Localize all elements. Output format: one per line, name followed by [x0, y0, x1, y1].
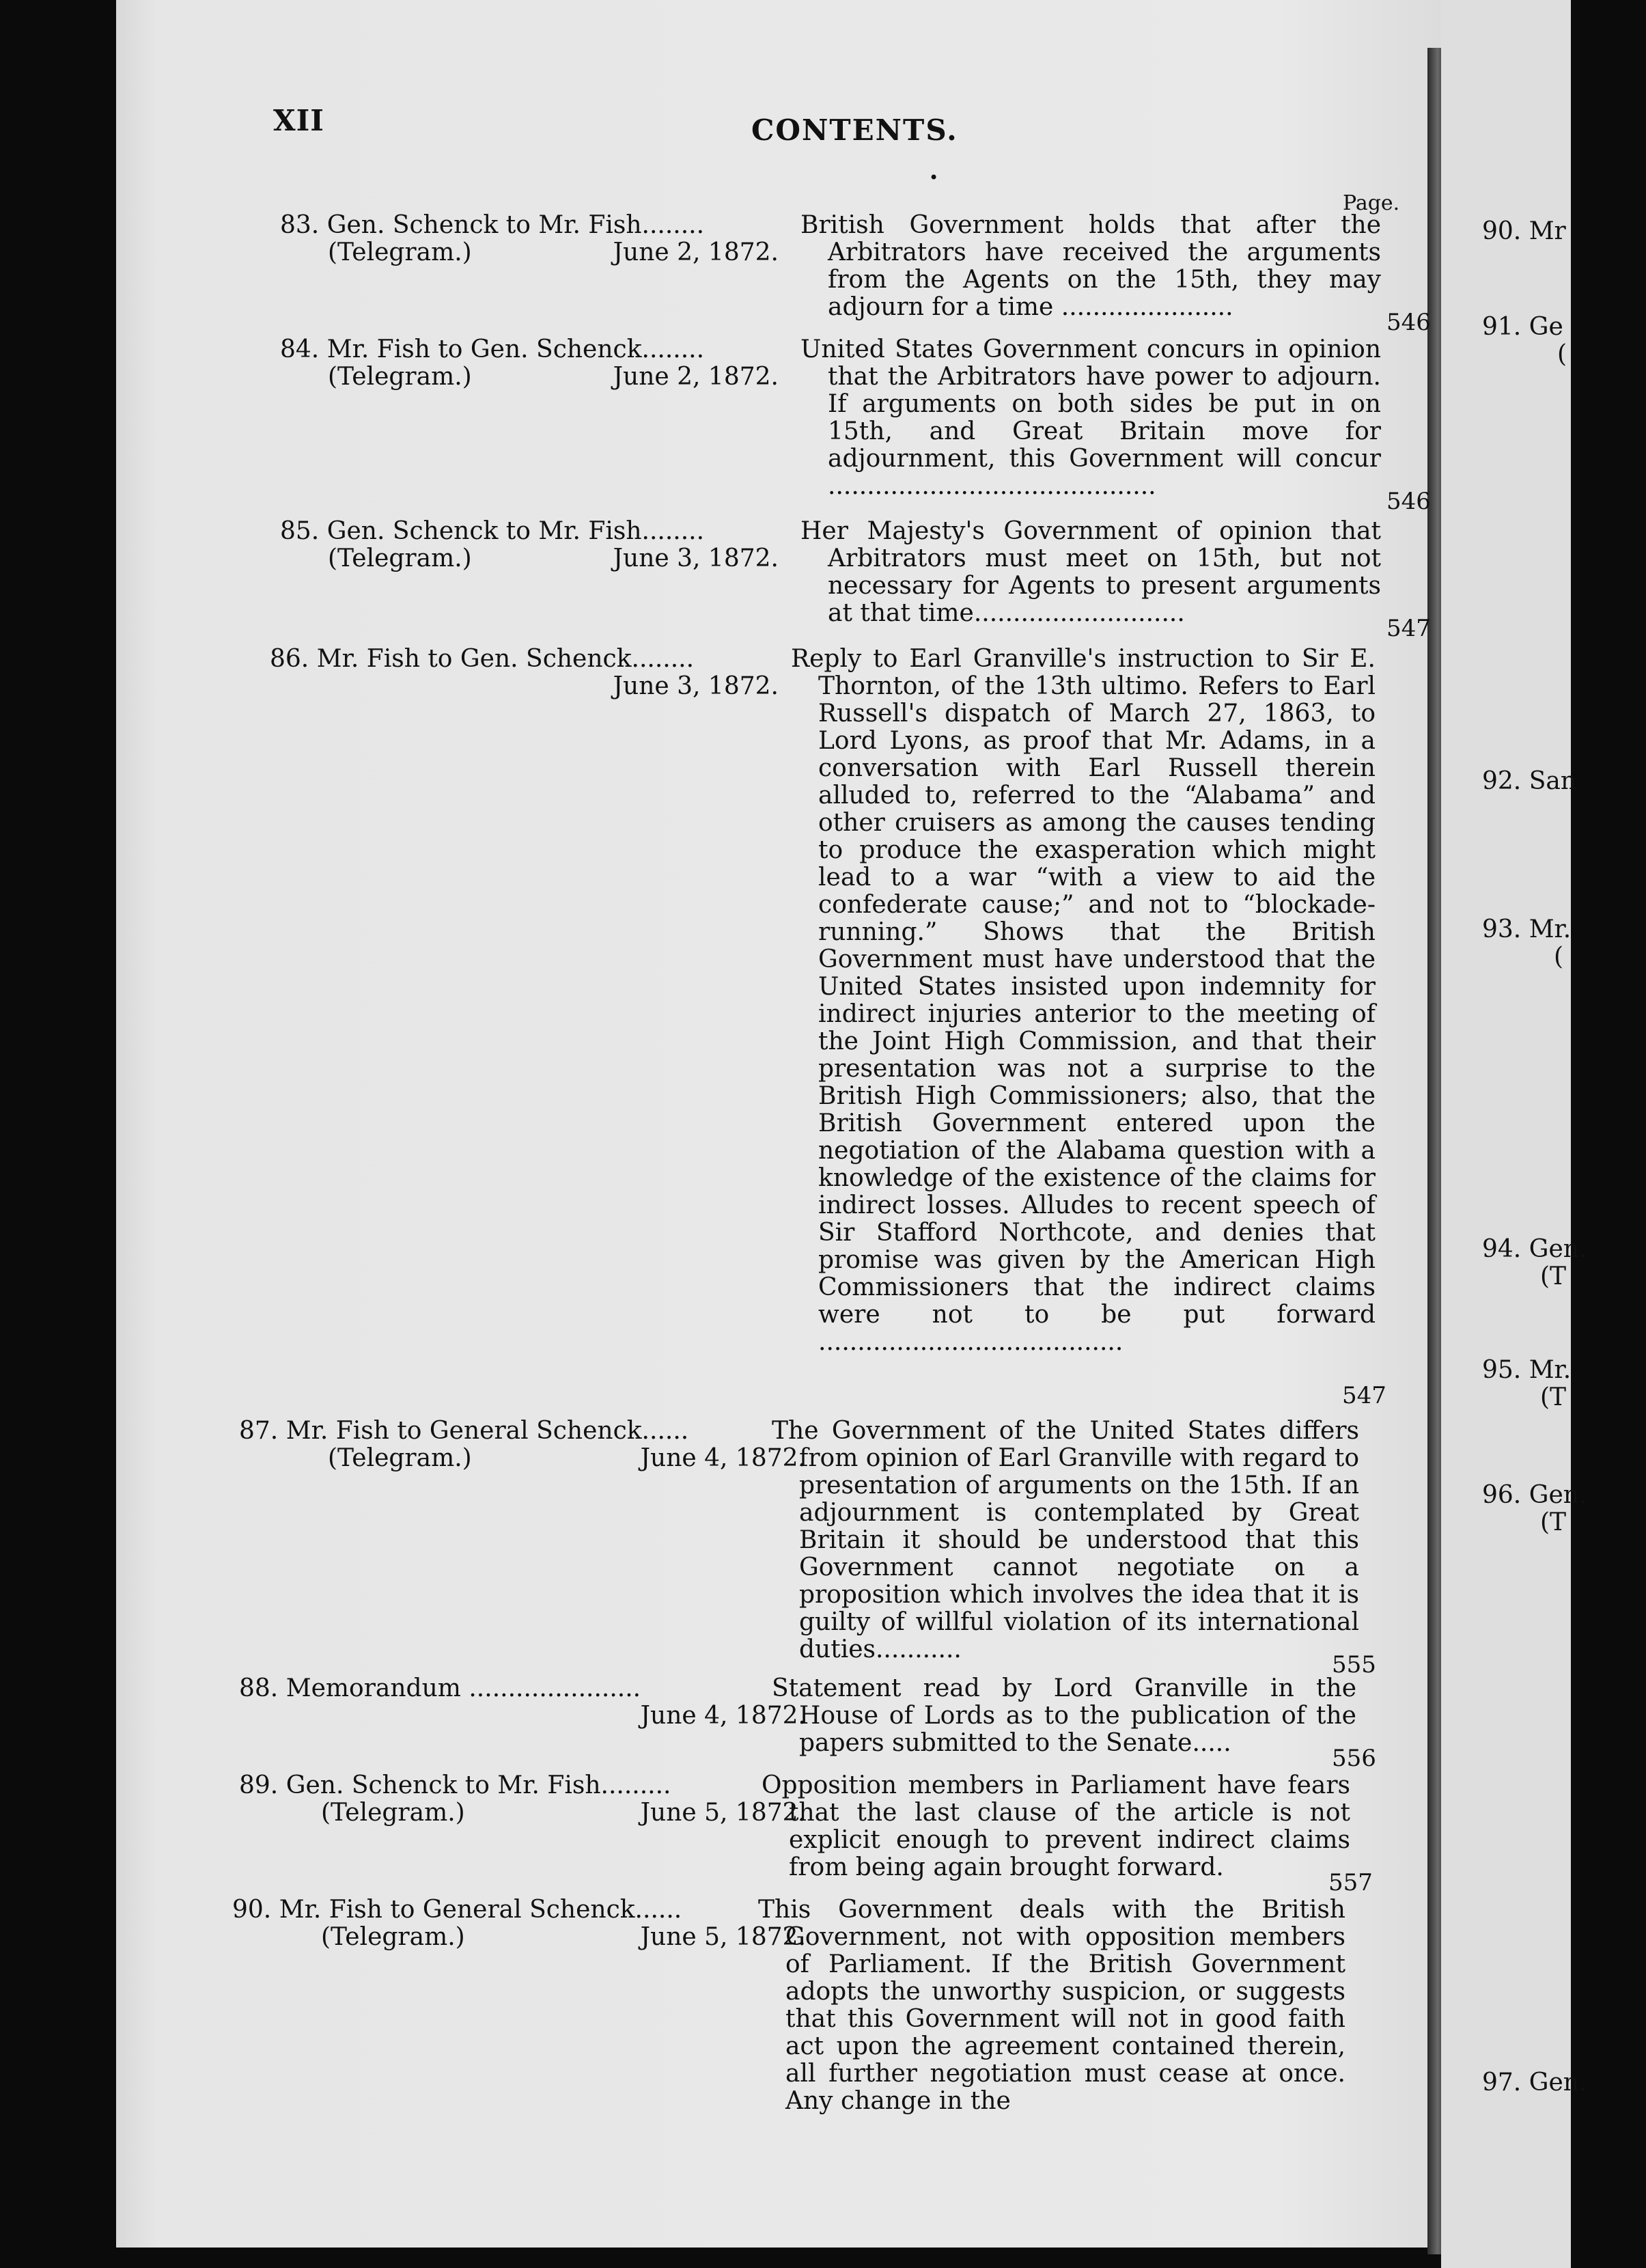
entry-summary: The Government of the United States differs from opinion of Earl Granville with regard to presentation of arguments on the 15th. If an adjournment is contemplated by Great Britain it should be understood that this Government cannot negotiate on a proposition which involves the idea that it is guilty of willful violation of its international duties........... [772, 1417, 1359, 1663]
entry-page: 546 [1386, 488, 1431, 515]
entry-correspondents: Mr. Fish to Gen. Schenck........ [326, 335, 705, 363]
facing-entry: 90. Mr [1482, 217, 1566, 245]
entry-number: 85. [280, 517, 320, 545]
entry-page: 556 [1332, 1745, 1376, 1772]
printer-mark: • [929, 168, 939, 187]
entry-correspondents: Mr. Fish to General Schenck...... [285, 1417, 689, 1445]
entry-page: 546 [1386, 309, 1431, 336]
facing-entry: 93. Mr. [1482, 915, 1572, 943]
entry-correspondents: Gen. Schenck to Mr. Fish......... [285, 1771, 671, 1799]
entry-page: 547 [1342, 1382, 1386, 1409]
entry-summary: This Government deals with the British Government, not with opposition members of Parliament. If the British Government adopts the unworthy suspicion, or suggests that this Government will not in good faith act upon the agreement contained therein, all further negotiation must cease at once. Any change in the [758, 1896, 1345, 2115]
entry-date: June 5, 1872. [640, 1923, 806, 1951]
entry-summary: Statement read by Lord Granville in the House of Lords as to the publication of the papers submitted to the Senate..... [772, 1674, 1356, 1757]
entry-page: 555 [1332, 1651, 1376, 1678]
entry-summary: Reply to Earl Granville's instruction to Sir E. Thornton, of the 13th ultimo. Refers to Earl Russell's dispatch of March 27, 1863, to Lord Lyons, as proof that Mr. Adams, in a conversation with Earl Russell therein alluded to, referred to the “Alabama” and other cruisers as among the causes tending to produce the exasperation which might lead to a war “with a view to aid the confederate cause;” and not to “blockade-running.” Shows that the British Government must have understood that the United States insisted upon indemnity for indirect injuries anterior to the meeting of the Joint High Commission, and that their presentation was not a surprise to the British High Commissioners; also, that the British Government entered upon the negotiation of the Alabama question with a knowledge of the existence of the claims for indirect losses. Alludes to recent speech of Sir Stafford Northcote, and denies that promise was given by the American High Commissioners that the indirect claims were not to be put forward ....................................... [791, 645, 1376, 1356]
entry-number: 86. [270, 645, 309, 673]
entry-summary: Her Majesty's Government of opinion that Arbitrators must meet on 15th, but not necessary for Agents to present arguments at that time........................... [800, 517, 1381, 627]
entry-date: June 2, 1872. [613, 238, 779, 266]
entry-correspondents: Mr. Fish to Gen. Schenck........ [316, 645, 695, 673]
entry-summary: United States Government concurs in opinion that the Arbitrators have power to adjourn. If arguments on both sides be put in on 15th, and Great Britain move for adjournment, this Government will concur .......................................... [800, 335, 1381, 500]
entry-telegram: (Telegram.) [321, 1923, 465, 1951]
facing-entry-sub: (T [1540, 1508, 1567, 1536]
entry-date: June 3, 1872. [613, 672, 779, 700]
folio-number: XII [273, 104, 324, 137]
entry-telegram: (Telegram.) [328, 363, 472, 391]
entry-number: 89. [239, 1771, 279, 1799]
entry-date: June 2, 1872. [613, 363, 779, 391]
facing-entry: 96. Gen. [1482, 1481, 1587, 1509]
entry-date: June 4, 1872. [640, 1444, 806, 1472]
facing-entry-sub: ( [1557, 340, 1567, 368]
entry-number: 87. [239, 1417, 279, 1445]
entry-page: 547 [1386, 615, 1431, 642]
entry-number: 90. [232, 1896, 272, 1924]
facing-entry-sub: (T [1540, 1383, 1567, 1411]
entry-correspondents: Memorandum ...................... [285, 1674, 641, 1702]
facing-entry: 95. Mr. [1482, 1356, 1572, 1384]
entry-date: June 4, 1872. [640, 1702, 806, 1730]
entry-number: 88. [239, 1674, 279, 1702]
entry-telegram: (Telegram.) [328, 238, 472, 266]
facing-entry: 97. Gen. [1482, 2069, 1587, 2097]
entry-page: 557 [1328, 1869, 1373, 1896]
facing-entry-sub: ( [1554, 943, 1564, 971]
entry-telegram: (Telegram.) [321, 1799, 465, 1827]
entry-date: June 5, 1872. [640, 1799, 806, 1827]
running-title: CONTENTS. [751, 113, 958, 147]
entry-telegram: (Telegram.) [328, 544, 472, 572]
entry-summary: British Government holds that after the Arbitrators have received the arguments from the Agents on the 15th, they may adjourn for a time ...................... [800, 211, 1381, 321]
entry-correspondents: Mr. Fish to General Schenck...... [279, 1896, 682, 1924]
entry-summary: Opposition members in Parliament have fears that the last clause of the article is not explicit enough to prevent indirect claims from being again brought forward. [762, 1771, 1350, 1881]
entry-number: 83. [280, 211, 320, 239]
entry-date: June 3, 1872. [613, 544, 779, 572]
entry-correspondents: Gen. Schenck to Mr. Fish........ [326, 517, 705, 545]
facing-entry: 91. Ge [1482, 313, 1563, 341]
facing-entry: 92. San [1482, 767, 1577, 795]
entry-telegram: (Telegram.) [328, 1444, 472, 1472]
entry-correspondents: Gen. Schenck to Mr. Fish........ [326, 211, 705, 239]
entry-number: 84. [280, 335, 320, 363]
facing-entry: 94. Gen. [1482, 1235, 1587, 1263]
page-column-header: Page. [1343, 191, 1400, 215]
facing-entry-sub: (T [1540, 1262, 1567, 1290]
